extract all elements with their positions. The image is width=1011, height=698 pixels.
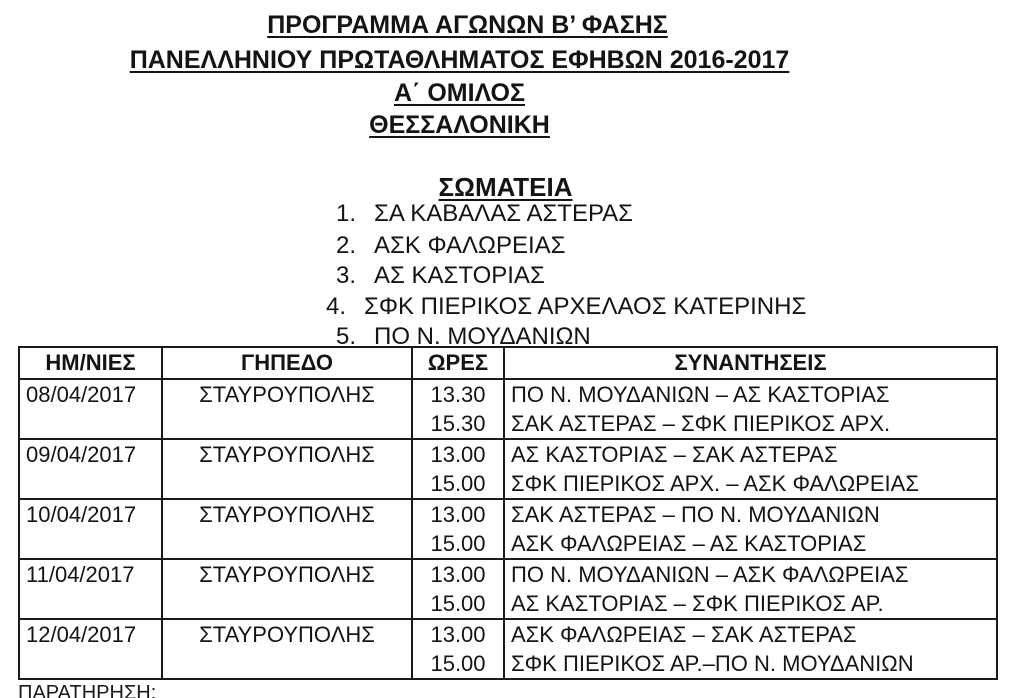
table-row [19, 619, 997, 679]
club-name: ΠΟ Ν. ΜΟΥΔΑΝΙΩΝ [374, 323, 591, 350]
table-row [19, 379, 997, 439]
time-slot-2: 15.00 [430, 651, 486, 676]
time-slot-2: 15.00 [430, 471, 486, 496]
club-number: 1. [336, 200, 357, 227]
club-item [336, 262, 545, 290]
match-times [412, 559, 504, 619]
club-item [326, 293, 806, 321]
club-item [336, 232, 565, 260]
match-1: ΠΟ Ν. ΜΟΥΔΑΝΙΩΝ – ΑΣΚ ΦΑΛΩΡΕΙΑΣ [511, 562, 909, 587]
match-date: 12/04/2017 [19, 619, 162, 679]
club-name: ΣΦΚ ΠΙΕΡΙΚΟΣ ΑΡΧΕΛΑΟΣ ΚΑΤΕΡΙΝΗΣ [364, 293, 807, 320]
match-date: 11/04/2017 [19, 559, 162, 619]
footer-note-cut: ΠΑΡΑΤΗΡΗΣΗ: [18, 685, 157, 698]
doc-title-line2: ΠΑΝΕΛΛΗΝΙΟΥ ΠΡΩΤΑΘΛΗΜΑΤΟΣ ΕΦΗΒΩΝ 2016-2017 [129, 46, 790, 74]
match-venue: ΣΤΑΥΡΟΥΠΟΛΗΣ [162, 499, 412, 559]
time-slot-1: 13.30 [430, 382, 486, 407]
time-slot-2: 15.00 [430, 591, 486, 616]
club-name: ΣΑ ΚΑΒΑΛΑΣ ΑΣΤΕΡΑΣ [374, 200, 634, 227]
time-slot-1: 13.00 [430, 502, 486, 527]
club-name: ΑΣ ΚΑΣΤΟΡΙΑΣ [374, 262, 545, 289]
match-pairings [504, 499, 997, 559]
clubs-heading: ΣΩΜΑΤΕΙΑ [438, 172, 573, 202]
match-2: ΑΣΚ ΦΑΛΩΡΕΙΑΣ – ΑΣ ΚΑΣΤΟΡΙΑΣ [511, 531, 867, 556]
schedule-table [18, 346, 998, 680]
match-pairings [504, 559, 997, 619]
match-venue: ΣΤΑΥΡΟΥΠΟΛΗΣ [162, 559, 412, 619]
club-number: 5. [336, 323, 357, 350]
time-slot-2: 15.30 [430, 411, 486, 436]
club-number: 3. [336, 262, 357, 289]
time-slot-1: 13.00 [430, 622, 486, 647]
header-matches: ΣΥΝΑΝΤΗΣΕΙΣ [504, 347, 997, 379]
match-date: 09/04/2017 [19, 439, 162, 499]
match-1: ΣΑΚ ΑΣΤΕΡΑΣ – ΠΟ Ν. ΜΟΥΔΑΝΙΩΝ [511, 502, 880, 527]
club-item [336, 200, 633, 228]
match-venue: ΣΤΑΥΡΟΥΠΟΛΗΣ [162, 379, 412, 439]
header-date: ΗΜ/ΝΙΕΣ [19, 347, 162, 379]
match-pairings [504, 439, 997, 499]
club-number: 2. [336, 232, 357, 259]
match-2: ΣΦΚ ΠΙΕΡΙΚΟΣ ΑΡ.–ΠΟ Ν. ΜΟΥΔΑΝΙΩΝ [511, 651, 914, 676]
club-number: 4. [326, 293, 347, 320]
table-row [19, 439, 997, 499]
time-slot-1: 13.00 [430, 562, 486, 587]
match-2: ΣΑΚ ΑΣΤΕΡΑΣ – ΣΦΚ ΠΙΕΡΙΚΟΣ ΑΡΧ. [511, 411, 891, 436]
doc-title-city: ΘΕΣΣΑΛΟΝΙΚΗ [369, 111, 550, 139]
match-times [412, 619, 504, 679]
table-row [19, 559, 997, 619]
match-pairings [504, 619, 997, 679]
match-venue: ΣΤΑΥΡΟΥΠΟΛΗΣ [162, 619, 412, 679]
table-row [19, 499, 997, 559]
match-2: ΣΦΚ ΠΙΕΡΙΚΟΣ ΑΡΧ. – ΑΣΚ ΦΑΛΩΡΕΙΑΣ [511, 471, 919, 496]
doc-title-line1: ΠΡΟΓΡΑΜΜΑ ΑΓΩΝΩΝ Β’ ΦΑΣΗΣ [267, 11, 668, 39]
match-2: ΑΣ ΚΑΣΤΟΡΙΑΣ – ΣΦΚ ΠΙΕΡΙΚΟΣ ΑΡ. [511, 591, 884, 616]
match-times [412, 499, 504, 559]
match-times [412, 439, 504, 499]
match-1: ΑΣ ΚΑΣΤΟΡΙΑΣ – ΣΑΚ ΑΣΤΕΡΑΣ [511, 442, 838, 467]
time-slot-1: 13.00 [430, 442, 486, 467]
time-slot-2: 15.00 [430, 531, 486, 556]
match-pairings [504, 379, 997, 439]
match-times [412, 379, 504, 439]
club-name: ΑΣΚ ΦΑΛΩΡΕΙΑΣ [374, 232, 566, 259]
match-1: ΠΟ Ν. ΜΟΥΔΑΝΙΩΝ – ΑΣ ΚΑΣΤΟΡΙΑΣ [511, 382, 890, 407]
header-time: ΩΡΕΣ [412, 347, 504, 379]
match-date: 10/04/2017 [19, 499, 162, 559]
doc-title-group: Α΄ ΟΜΙΛΟΣ [394, 79, 525, 107]
match-venue: ΣΤΑΥΡΟΥΠΟΛΗΣ [162, 439, 412, 499]
match-date: 08/04/2017 [19, 379, 162, 439]
header-venue: ΓΗΠΕΔΟ [162, 347, 412, 379]
table-header-row [19, 347, 997, 379]
match-1: ΑΣΚ ΦΑΛΩΡΕΙΑΣ – ΣΑΚ ΑΣΤΕΡΑΣ [511, 622, 857, 647]
